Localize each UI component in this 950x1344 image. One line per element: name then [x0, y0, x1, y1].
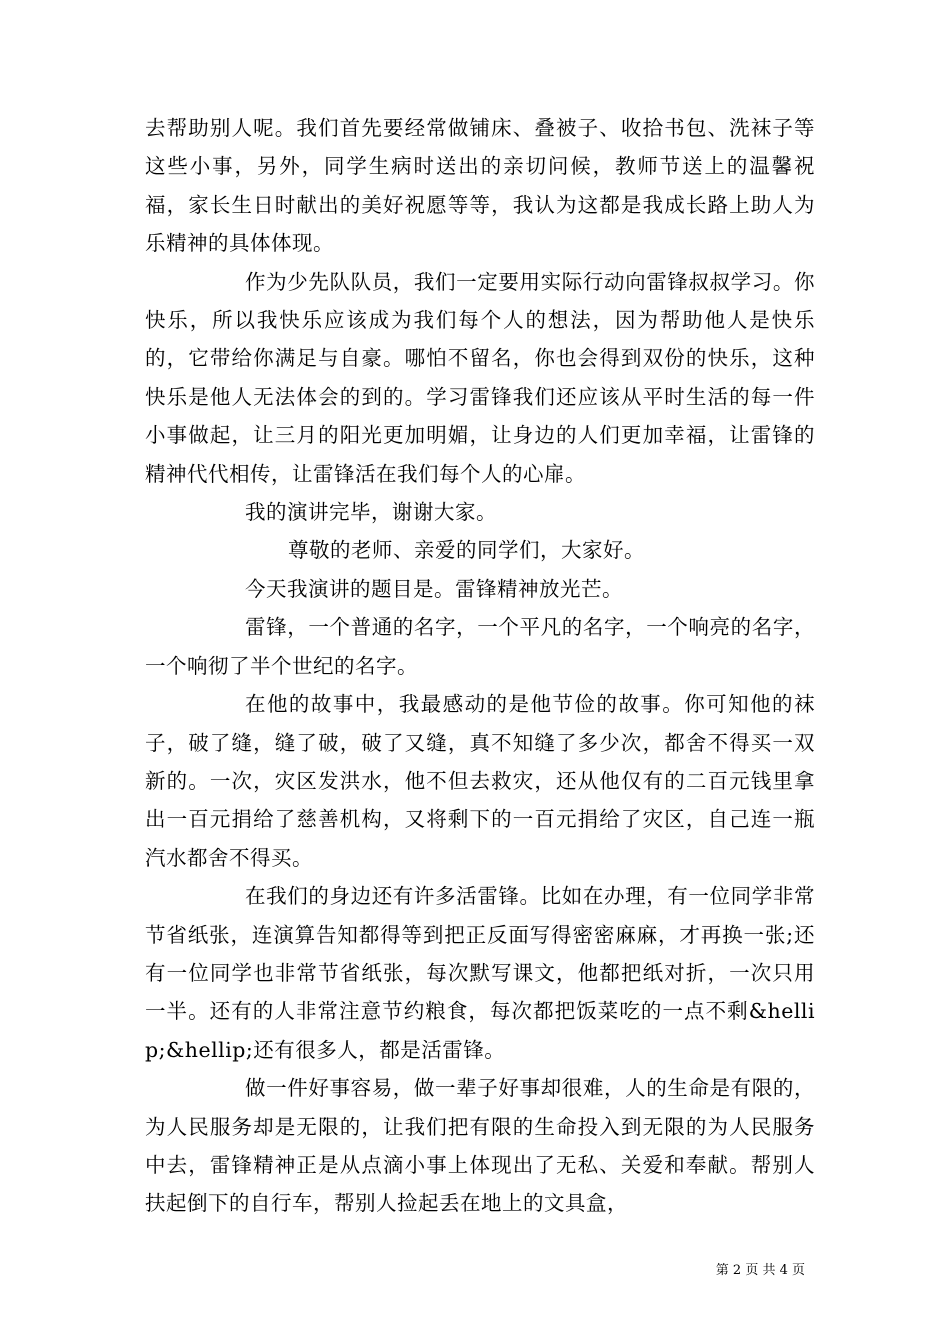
paragraph-3: 我的演讲完毕，谢谢大家。: [245, 500, 497, 525]
paragraph-5: 今天我演讲的题目是。雷锋精神放光芒。: [245, 576, 623, 601]
paragraph-4: 尊敬的老师、亲爱的同学们，大家好。: [288, 538, 645, 563]
page-number-footer: 第 2 页 共 4 页: [715, 1263, 805, 1278]
paragraph-7: 在他的故事中，我最感动的是他节俭的故事。你可知他的袜子，破了缝，缝了破，破了又缝，真不知缝了多少次，都舍不得买一双新的。一次，灾区发洪水，他不但去救灾，还从他仅有的二百元钱里拿出一百元捐给了慈善机构，又将剩下的一百元捐给了灾区，自己连一瓶汽水都舍不得买。: [145, 692, 815, 870]
document-body: [145, 109, 815, 1223]
paragraph-2: 作为少先队队员，我们一定要用实际行动向雷锋叔叔学习。你快乐，所以我快乐应该成为我们每个人的想法，因为帮助他人是快乐的，它带给你满足与自豪。哪怕不留名，你也会得到双份的快乐，这种快乐是他人无法体会的到的。学习雷锋我们还应该从平时生活的每一件小事做起，让三月的阳光更加明媚，让身边的人们更加幸福，让雷锋的精神代代相传，让雷锋活在我们每个人的心扉。: [145, 269, 815, 486]
paragraph-8: 在我们的身边还有许多活雷锋。比如在办理，有一位同学非常节省纸张，连演算告知都得等到把正反面写得密密麻麻，才再换一张;还有一位同学也非常节省纸张，每次默写课文，他都把纸对折，一次只用一半。还有的人非常注意节约粮食，每次都把饭菜吃的一点不剩&hellip;&hellip;还有很多人，都是活雷锋。: [145, 884, 815, 1062]
paragraph-6: 雷锋，一个普通的名字，一个平凡的名字，一个响亮的名字，一个响彻了半个世纪的名字。: [145, 615, 815, 678]
paragraph-1: 去帮助别人呢。我们首先要经常做铺床、叠被子、收拾书包、洗袜子等这些小事，另外，同学生病时送出的亲切问候，教师节送上的温馨祝福，家长生日时献出的美好祝愿等等，我认为这都是我成长路上助人为乐精神的具体体现。: [145, 116, 815, 256]
paragraph-9: 做一件好事容易，做一辈子好事却很难，人的生命是有限的，为人民服务却是无限的，让我们把有限的生命投入到无限的为人民服务中去，雷锋精神正是从点滴小事上体现出了无私、关爱和奉献。帮别人扶起倒下的自行车，帮别人捡起丢在地上的文具盒，: [145, 1076, 815, 1216]
